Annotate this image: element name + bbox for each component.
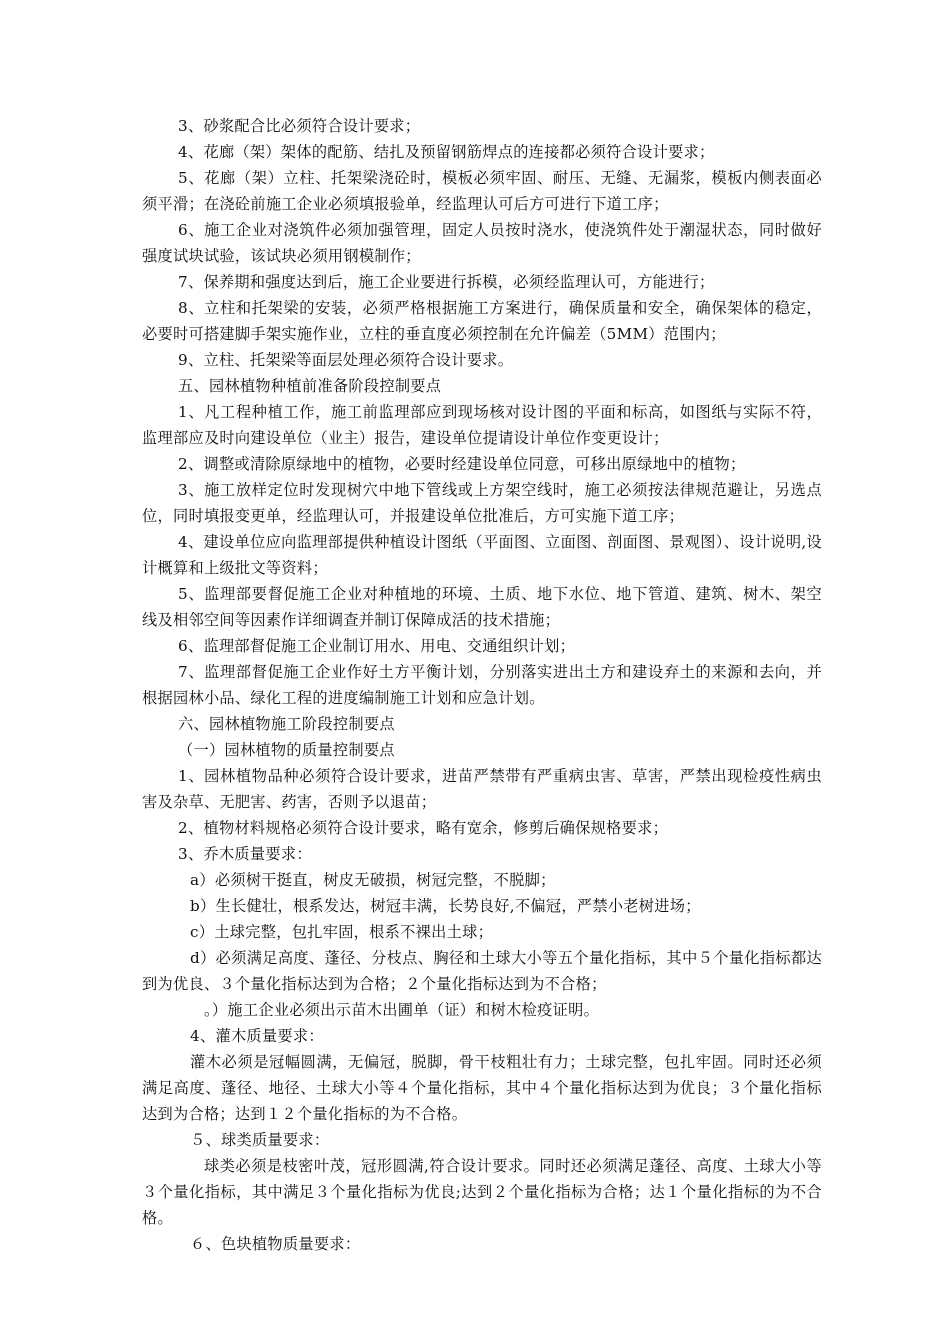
paragraph: 4、建设单位应向监理部提供种植设计图纸（平面图、立面图、剖面图、景观图）、设计说明,设计概算和上级批文等资料；	[142, 533, 822, 577]
paragraph: ６、色块植物质量要求：	[190, 1235, 361, 1253]
paragraph: 1、凡工程种植工作，施工前监理部应到现场核对设计图的平面和标高，如图纸与实际不符，监理部应及时向建设单位（业主）报告，建设单位提请设计单位作变更设计；	[142, 403, 822, 447]
paragraph: ５、球类质量要求：	[190, 1131, 330, 1149]
list-item: a）必须树干挺直，树皮无破损，树冠完整，不脱脚；	[190, 871, 556, 889]
paragraph: 4、灌木质量要求：	[190, 1027, 324, 1045]
list-item: c）土球完整，包扎牢固，根系不裸出土球；	[190, 923, 494, 941]
paragraph: 7、保养期和强度达到后，施工企业要进行拆模，必须经监理认可，方能进行；	[178, 273, 715, 291]
paragraph: 3、施工放样定位时发现树穴中地下管线或上方架空线时，施工必须按法律规范避让，另选点位，同时填报变更单，经监理认可，并报建设单位批准后，方可实施下道工序；	[142, 481, 822, 525]
paragraph: 灌木必须是冠幅圆满，无偏冠，脱脚，骨干枝粗壮有力；土球完整，包扎牢固。同时还必须满足高度、蓬径、地径、土球大小等４个量化指标，其中４个量化指标达到为优良；３个量化指标达到为合格；达到１２个量化指标的为不合格。	[142, 1053, 822, 1123]
paragraph: 3、砂浆配合比必须符合设计要求；	[178, 117, 421, 135]
section-heading: 六、园林植物施工阶段控制要点	[178, 715, 395, 733]
list-item: d）必须满足高度、蓬径、分枝点、胸径和土球大小等五个量化指标，其中５个量化指标都达到为优良、３个量化指标达到为合格；２个量化指标达到为不合格；	[142, 949, 822, 993]
paragraph: 5、花廊（架）立柱、托架梁浇砼时，模板必须牢固、耐压、无缝、无漏浆，模板内侧表面必须平滑；在浇砼前施工企业必须填报验单，经监理认可后方可进行下道工序；	[142, 169, 822, 213]
paragraph: 6、施工企业对浇筑件必须加强管理，固定人员按时浇水，使浇筑件处于潮湿状态，同时做好强度试块试验，该试块必须用钢模制作；	[142, 221, 822, 265]
paragraph: 2、植物材料规格必须符合设计要求，略有宽余，修剪后确保规格要求；	[178, 819, 669, 837]
paragraph: 7、监理部督促施工企业作好土方平衡计划，分别落实进出土方和建设弃土的来源和去向，并根据园林小品、绿化工程的进度编制施工计划和应急计划。	[142, 663, 822, 707]
paragraph: 4、花廊（架）架体的配筋、结扎及预留钢筋焊点的连接都必须符合设计要求；	[178, 143, 715, 161]
paragraph: 8、立柱和托架梁的安装，必须严格根据施工方案进行，确保质量和安全，确保架体的稳定，必要时可搭建脚手架实施作业，立柱的垂直度必须控制在允许偏差（5MM）范围内；	[142, 299, 822, 343]
paragraph: 球类必须是枝密叶茂，冠形圆满,符合设计要求。同时还必须满足蓬径、高度、土球大小等３个量化指标，其中满足３个量化指标为优良;达到２个量化指标为合格；达１个量化指标的为不合格。	[142, 1157, 822, 1227]
document-body	[142, 113, 822, 1257]
paragraph: 6、监理部督促施工企业制订用水、用电、交通组织计划；	[178, 637, 576, 655]
paragraph: 1、园林植物品种必须符合设计要求，进苗严禁带有严重病虫害、草害，严禁出现检疫性病虫害及杂草、无肥害、药害，否则予以退苗；	[142, 767, 822, 811]
paragraph: 2、调整或清除原绿地中的植物，必要时经建设单位同意，可移出原绿地中的植物；	[178, 455, 746, 473]
subsection-heading: （一）园林植物的质量控制要点	[178, 741, 395, 759]
paragraph: 9、立柱、托架梁等面层处理必须符合设计要求。	[178, 351, 514, 369]
paragraph: 5、监理部要督促施工企业对种植地的环境、土质、地下水位、地下管道、建筑、树木、架空线及相邻空间等因素作详细调查并制订保障成活的技术措施；	[142, 585, 822, 629]
list-item: b）生长健壮，根系发达，树冠丰满，长势良好,不偏冠，严禁小老树进场；	[190, 897, 701, 915]
paragraph: 3、乔木质量要求：	[178, 845, 312, 863]
section-heading: 五、园林植物种植前准备阶段控制要点	[178, 377, 442, 395]
list-item: 。）施工企业必须出示苗木出圃单（证）和树木检疫证明。	[204, 1001, 600, 1019]
